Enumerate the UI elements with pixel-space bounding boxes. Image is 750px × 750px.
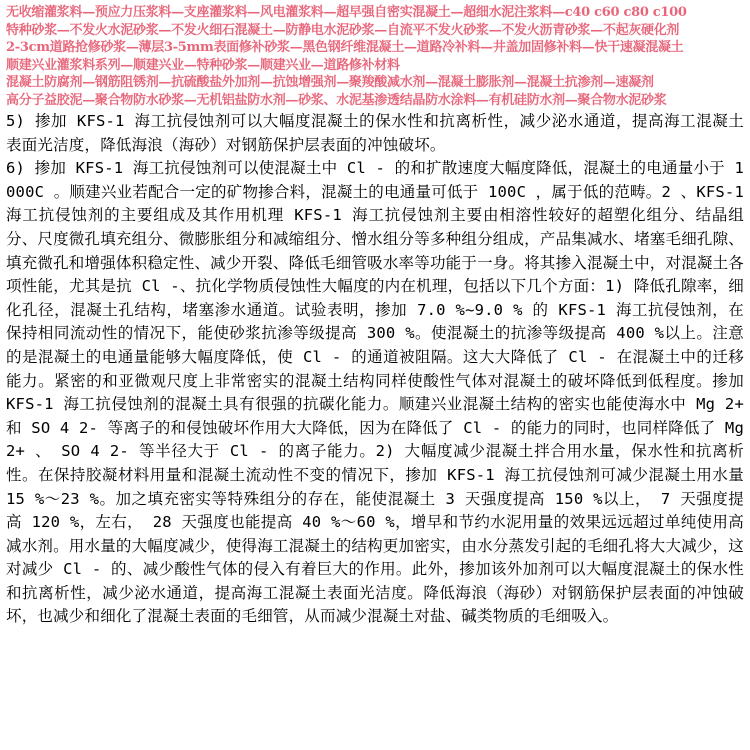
- banner-line: 高分子益胶泥—聚合物防水砂浆—无机铝盐防水剂—砂浆、水泥基渗透结晶防水涂料—有机硅防水剂—聚合物水泥砂浆: [6, 92, 667, 108]
- product-banner: [6, 4, 744, 109]
- paragraph-6: 6) 掺加 KFS-1 海工抗侵蚀剂可以使混凝土中 Cl - 的和扩散速度大幅度降低，混凝土的电通量小于 1000C 。顺建兴业若配合一定的矿物掺合料，混凝土的电通量可低于 100C ，属于低的范畴。2 、KFS-1 海工抗侵蚀剂的主要组成及其作用机理 KFS-1 海工抗侵蚀剂主要由相溶性较好的超塑化组分、结晶组分、尺度微孔填充组分、微膨胀组分和减缩组分、憎水组分等多种组分组成，产品集减水、堵塞毛细孔隙、填充微孔和增强体积稳定性、减少开裂、降低毛细管吸水率等功能于一身。将其掺入混凝土中，对混凝土各项性能，尤其是抗 Cl -、抗化学物质侵蚀性大幅度的内在机理，包括以下几个方面：1) 降低孔隙率，细化孔径，混凝土孔结构，堵塞渗水通道。试验表明，掺加 7.0 %~9.0 % 的 KFS-1 海工抗侵蚀剂，在保持相同流动性的情况下，能使砂浆抗渗等级提高 300 %。使混凝土的抗渗等级提高 400 %以上。注意的是混凝土的电通量能够大幅度降低，使 Cl - 的通道被阻隔。这大大降低了 Cl - 在混凝土中的迁移能力。紧密的和亚微观尺度上非常密实的混凝土结构同样使酸性气体对混凝土的破坏降低到低程度。掺加 KFS-1 海工抗侵蚀剂的混凝土具有很强的抗碳化能力。顺建兴业混凝土结构的密实也能使海水中 Mg 2+ 和 SO 4 2- 等离子的和侵蚀破坏作用大大降低，因为在降低了 Cl - 的能力的同时，也同样降低了 Mg 2+ 、 SO 4 2- 等半径大于 Cl - 的离子能力。2) 大幅度减少混凝土拌合用水量，保水性和抗离析性。在保持胶凝材料用量和混凝土流动性不变的情况下，掺加 KFS-1 海工抗侵蚀剂可减少混凝土用水量 15 %～23 %。加之填充密实等特殊组分的存在，能使混凝土 3 天强度提高 150 %以上， 7 天强度提高 120 %，左右， 28 天强度也能提高 40 %～60 %，增早和节约水泥用量的效果远远超过单纯使用高减水剂。用水量的大幅度减少，使得海工混凝土的结构更加密实，由水分蒸发引起的毛细孔将大大减少，这对减少 Cl - 的、减少酸性气体的侵入有着巨大的作用。此外，掺加该外加剂可以大幅度混凝土的保水性和抗离析性，减少泌水通道，提高海工混凝土表面光洁度。降低海浪（海砂）对钢筋保护层表面的冲蚀破坏，也减少和细化了混凝土表面的毛细管，从而减少混凝土对盐、碱类物质的毛细吸入。: [6, 159, 744, 626]
- article-body: [6, 110, 744, 629]
- banner-line: 2-3cm道路抢修砂浆—薄层3-5mm表面修补砂浆—黑色钢纤维混凝土—道路冷补料—井盖加固修补料—快干速凝混凝土: [6, 40, 684, 55]
- banner-line: 特种砂浆—不发火水泥砂浆—不发火细石混凝土—防静电水泥砂浆—自流平不发火砂浆—不发火沥青砂浆—不起灰硬化剂: [6, 22, 680, 38]
- paragraph-5: 5) 掺加 KFS-1 海工抗侵蚀剂可以大幅度混凝土的保水性和抗离析性，减少泌水通道，提高海工混凝土表面光洁度，降低海浪（海砂）对钢筋保护层表面的冲蚀破坏。: [6, 112, 744, 154]
- banner-line: 无收缩灌浆料—预应力压浆料—支座灌浆料—风电灌浆料—超早强自密实混凝土—超细水泥注浆料—c40 c60 c80 c100: [6, 5, 687, 20]
- banner-line: 混凝土防腐剂—钢筋阻锈剂—抗硫酸盐外加剂—抗蚀增强剂—聚羧酸减水剂—混凝土膨胀剂—混凝土抗渗剂—速凝剂: [6, 75, 654, 90]
- banner-line: 顺建兴业灌浆料系列—顺建兴业—特种砂浆—顺建兴业—道路修补材料: [6, 57, 400, 73]
